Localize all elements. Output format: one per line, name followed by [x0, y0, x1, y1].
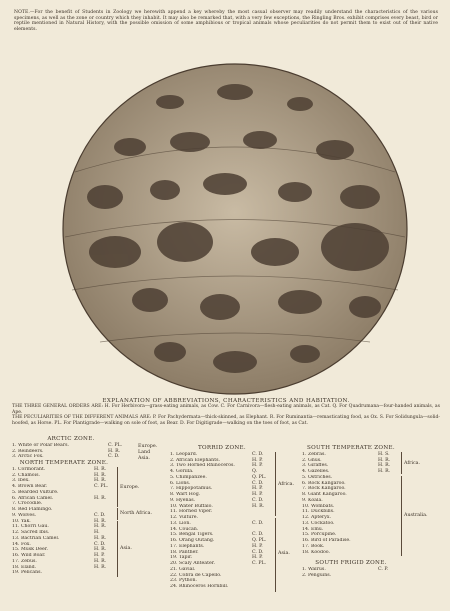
animal-code: H. R. — [94, 472, 107, 478]
animal-code: H. P. — [252, 486, 263, 492]
animal-row — [302, 573, 400, 579]
brace — [117, 521, 118, 577]
animal-name: 11. Chorri Gau. — [12, 524, 49, 530]
animal-code: C. D. — [108, 454, 120, 460]
animal-name: 21. Gavial. — [170, 566, 196, 572]
animal-name: 1. Cormorant. — [12, 466, 46, 472]
animal-code: Q. — [252, 469, 258, 474]
animal-name: 2. Penguins. — [302, 572, 332, 578]
animal-code: H. S. — [378, 451, 390, 457]
region-label: Africa. — [404, 461, 421, 466]
animal-name: 12. Vulture. — [170, 515, 198, 520]
torrid-zone — [170, 446, 274, 590]
animal-code: C. D. — [252, 480, 264, 486]
animal-name: 19. Tapir. — [170, 555, 193, 561]
animal-code: C. D. — [252, 532, 264, 538]
animal-name: 12. Apteryx. — [302, 515, 332, 520]
animal-name: 8. Red Flamingo. — [12, 507, 53, 512]
zone-title: NORTH TEMPERATE ZONE. — [19, 460, 109, 466]
brace — [275, 452, 276, 516]
zone-title: SOUTH TEMPERATE ZONE. — [307, 445, 395, 451]
animal-code: H. R. — [94, 478, 107, 484]
animal-name: 10. Yak. — [12, 518, 31, 524]
region-label: Asia. — [278, 551, 290, 556]
brace — [401, 476, 402, 556]
animal-name: 2. Gnus. — [302, 457, 322, 463]
brace — [275, 518, 276, 592]
explanation-title: EXPLANATION OF ABBREVIATIONS, CHARACTERISTICS AND HABITATION. — [102, 398, 350, 404]
animal-name: 6. Lions. — [170, 480, 191, 486]
animal-name: 14. Emu. — [302, 526, 324, 532]
region-label: North Africa. — [120, 511, 152, 516]
animal-name: 11. Duckbills. — [302, 509, 335, 515]
animal-name: 2. Chamois. — [12, 472, 41, 478]
animal-code: C. D. — [252, 497, 264, 503]
region-label: Europe. — [138, 444, 158, 449]
explanation-block — [12, 398, 440, 426]
animal-code: C. D. — [252, 520, 264, 526]
explanation-peculiarities: THE PECULIARITIES OF THE DIFFERENT ANIMALS ARE: P. For Pachydermata—thick-skinned, as Elephant. R. For Ruminantia—remasticating food, as Ox. S. For Solidungula—solid-hoofed, as Horse. PL. For Plantigrade—walking on sole of foot, as Bear. D. For Digitigrade—walking on the toes of foot, as Cat. — [12, 415, 440, 426]
animal-code: H. P. — [252, 543, 263, 549]
animal-code — [378, 573, 400, 579]
zone-title: ARCTIC ZONE. — [47, 436, 95, 442]
south-temperate-zone — [302, 446, 400, 555]
animal-name: 4. Gazelles. — [302, 469, 330, 474]
animal-name: 3. Ibex. — [12, 478, 30, 484]
animal-code: H. R. — [94, 524, 107, 530]
animal-name: 18. Panther. — [170, 549, 199, 555]
region-label: Asia. — [120, 546, 132, 551]
animal-name: 23. Python. — [170, 578, 197, 584]
animal-row — [170, 584, 274, 590]
animal-name: 4. Gorilla. — [170, 469, 194, 474]
arctic-zone — [12, 437, 130, 460]
animal-name: 7. Crocodile. — [12, 501, 43, 507]
animal-name: 8. Giant Kangaroo. — [302, 492, 347, 497]
animal-name: 6. African Camel. — [12, 495, 54, 501]
animal-name: 12. Sacred Ibis. — [12, 530, 50, 535]
animal-name: 16. Bird of Paradise. — [302, 538, 351, 543]
animal-name: 1. Leopard. — [170, 451, 198, 457]
zone-title: TORRID ZONE. — [197, 445, 247, 451]
region-label: Asia. — [138, 456, 150, 461]
animal-name: 5. Chimpanzee. — [170, 474, 207, 480]
region-label: Land — [138, 450, 151, 455]
animal-name: 18. Koodoo. — [302, 549, 331, 555]
region-label: Australia. — [404, 513, 428, 518]
animal-code: C. PL. — [108, 442, 123, 448]
animal-code: H. R. — [378, 469, 391, 474]
animal-name: 1. Walrus. — [302, 566, 326, 572]
animal-code: C. D. — [94, 512, 106, 518]
animal-code: C. D. — [252, 549, 264, 555]
zone-title: SOUTH FRIGID ZONE. — [315, 560, 387, 566]
brace — [117, 508, 118, 520]
animal-name: 11. Horned Viper. — [170, 509, 213, 515]
animal-name: 15. Bengal Tigers. — [170, 532, 214, 538]
animal-name: 16. Wild Boar. — [12, 553, 46, 558]
animal-name: 9. Wolves. — [12, 512, 37, 518]
animal-name: 2. Reindeers. — [12, 448, 44, 454]
animal-name: 1. White or Polar Bears. — [12, 442, 69, 448]
animal-code: H. R. — [378, 457, 391, 463]
animal-name: 3. Two Horned Rhinoceros. — [170, 463, 235, 469]
animal-code: H. R. — [94, 547, 107, 553]
animal-code: H. R. — [378, 463, 391, 469]
animal-code — [252, 584, 274, 590]
animal-code: Q. PL. — [252, 474, 267, 480]
animal-code: H. R. — [94, 466, 107, 472]
animal-globe-illustration — [60, 62, 410, 397]
animal-name: 16. Orang Outang. — [170, 538, 215, 543]
animal-name: 15. Porcupine. — [302, 532, 337, 538]
animal-name: 17. Elephants. — [170, 543, 205, 549]
animal-name: 4. Brown Bear. — [12, 484, 48, 489]
animal-name: 7. Hippopotamus. — [170, 486, 213, 492]
animal-code: H. R. — [94, 518, 107, 524]
animal-code: Q. PL. — [252, 538, 267, 543]
key-note: NOTE.—For the benefit of Students in Zoology we herewith append a key whereby the most casual observer may readily understand the characteristics of the various specimens, as well as the zone or country which they inhabit. It may also be remarked that, with a very few exceptions, the Ringling Bros. exhibit comprises every beast, bird or reptile mentioned in Natural History, with the possible omission of some amphibious or tropical animals whose peculiarities do not permit them to exist out of their native elements. — [14, 10, 438, 32]
animal-code: C. PL. — [94, 484, 109, 489]
animal-code: H. P. — [252, 492, 263, 497]
animal-name: 17. Book. — [302, 543, 325, 549]
animal-name: 7. Rock Kangaroo. — [302, 486, 346, 492]
animal-name: 13. Bactrian Camel. — [12, 535, 60, 541]
animal-name: 15. Musk Deer. — [12, 547, 49, 553]
animal-name: 9. Koala. — [302, 497, 323, 503]
animal-name: 2. African Elephants. — [170, 457, 220, 463]
animal-name: 19. Pelicans. — [12, 570, 42, 576]
animal-name: 3. Arctic Fox. — [12, 454, 44, 460]
animal-code: H. R. — [94, 535, 107, 541]
animal-name: 14. Fox. — [12, 541, 31, 547]
animal-code: H. P. — [94, 553, 105, 558]
animal-code: C. PL. — [252, 561, 267, 566]
animal-code: H. R. — [252, 503, 265, 509]
animal-row — [12, 570, 116, 576]
region-label: Europe. — [120, 485, 140, 490]
animal-name: 6. Rock Kangaroo. — [302, 480, 346, 486]
animal-code: C. D. — [94, 541, 106, 547]
animal-name: 9. Hyenas. — [170, 497, 196, 503]
animal-code: H. P. — [252, 555, 263, 561]
animal-code: H. R. — [94, 564, 107, 570]
animal-name: 5. Ostriches. — [302, 474, 333, 480]
animal-name: 18. Eland. — [12, 564, 37, 570]
brace — [401, 452, 402, 474]
animal-name: 3. Giraffes. — [302, 463, 329, 469]
south-frigid-zone — [302, 561, 400, 578]
animal-code — [94, 570, 116, 576]
animal-name: 1. Zebras. — [302, 451, 326, 457]
animal-name: 17. Zebus. — [12, 558, 37, 564]
animal-code: H. P. — [252, 463, 263, 469]
animal-code — [378, 550, 400, 556]
animal-code: H. — [94, 530, 100, 535]
animal-code: C. P. — [378, 566, 389, 572]
animal-code: C. D. — [252, 451, 264, 457]
animal-code: H. R. — [94, 558, 107, 564]
animal-name: 24. Rhinoceros Hornbill. — [170, 584, 229, 589]
region-label: Africa. — [278, 482, 295, 487]
animal-name: 8. Wart Hog. — [170, 492, 201, 497]
animal-name: 13. Cockatoo. — [302, 520, 335, 526]
brace — [117, 467, 118, 507]
animal-name: 22. Cobra de Capello. — [170, 572, 222, 578]
animal-name: 10. Wombats. — [302, 503, 335, 509]
animal-row — [302, 550, 400, 556]
north-temperate-zone — [12, 461, 116, 576]
animal-name: 14. Coucan. — [170, 526, 199, 532]
animal-code: H. R. — [108, 448, 121, 454]
animal-name: 5. Bearded Vulture. — [12, 489, 59, 495]
animal-name: 10. Water Buffalo. — [170, 503, 213, 509]
animal-code: H. R. — [94, 495, 107, 501]
animal-code: H. P. — [252, 457, 263, 463]
explanation-orders: THE THREE GENERAL ORDERS ARE: H. For Herbivora—grass-eating animals, as Cow. C. For Carnivora—flesh-eating animals, as Cat. Q. For Quadrumana—four-handed animals, as Ape. — [12, 404, 440, 415]
animal-name: 20. Scaly Anteater. — [170, 561, 215, 566]
animal-name: 13. Lion. — [170, 520, 191, 526]
